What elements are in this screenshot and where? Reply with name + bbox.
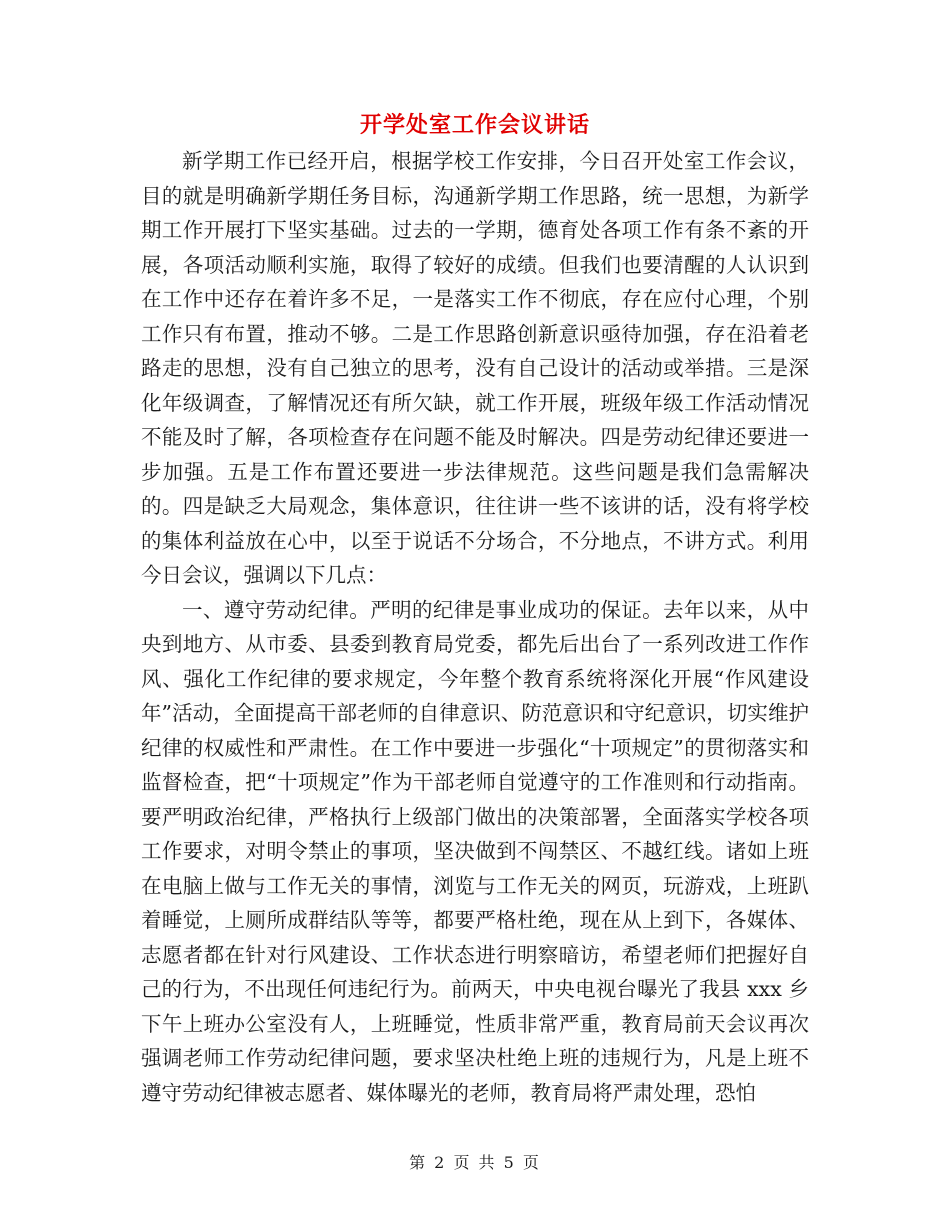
document-body — [141, 144, 809, 1110]
paragraph-intro: 新学期工作已经开启，根据学校工作安排，今日召开处室工作会议，目的就是明确新学期任务目标，沟通新学期工作思路，统一思想，为新学期工作开展打下坚实基础。过去的一学期，德育处各项工作有条不紊的开展，各项活动顺利实施，取得了较好的成绩。但我们也要清醒的人认识到在工作中还存在着许多不足，一是落实工作不彻底，存在应付心理，个别工作只有布置，推动不够。二是工作思路创新意识亟待加强，存在沿着老路走的思想，没有自己独立的思考，没有自己设计的活动或举措。三是深化年级调查，了解情况还有所欠缺，就工作开展，班级年级工作活动情况不能及时了解，各项检查存在问题不能及时解决。四是劳动纪律还要进一步加强。五是工作布置还要进一步法律规范。这些问题是我们急需解决的。四是缺乏大局观念，集体意识，往往讲一些不该讲的话，没有将学校的集体利益放在心中，以至于说话不分场合，不分地点，不讲方式。利用今日会议，强调以下几点： — [141, 149, 809, 587]
page-number-footer: 第 2 页 共 5 页 — [409, 1153, 541, 1172]
document-title: 开学处室工作会议讲话 — [359, 112, 590, 138]
paragraph-section-1: 一、遵守劳动纪律。严明的纪律是事业成功的保证。去年以来，从中央到地方、从市委、县委到教育局党委，都先后出台了一系列改进工作作风、强化工作纪律的要求规定，今年整个教育系统将深化开展“作风建设年”活动，全面提高干部老师的自律意识、防范意识和守纪意识，切实维护纪律的权威性和严肃性。在工作中要进一步强化“十项规定”的贯彻落实和监督检查，把“十项规定”作为干部老师自觉遵守的工作准则和行动指南。要严明政治纪律，严格执行上级部门做出的决策部署，全面落实学校各项工作要求，对明令禁止的事项，坚决做到不闯禁区、不越红线。诸如上班在电脑上做与工作无关的事情，浏览与工作无关的网页，玩游戏，上班趴着睡觉，上厕所成群结队等等，都要严格杜绝，现在从上到下，各媒体、志愿者都在针对行风建设、工作状态进行明察暗访，希望老师们把握好自己的行为，不出现任何违纪行为。前两天，中央电视台曝光了我县 xxx 乡下午上班办公室没有人，上班睡觉，性质非常严重，教育局前天会议再次强调老师工作劳动纪律问题，要求坚决杜绝上班的违规行为，凡是上班不遵守劳动纪律被志愿者、媒体曝光的老师，教育局将严肃处理，恐怕 — [141, 597, 809, 1105]
